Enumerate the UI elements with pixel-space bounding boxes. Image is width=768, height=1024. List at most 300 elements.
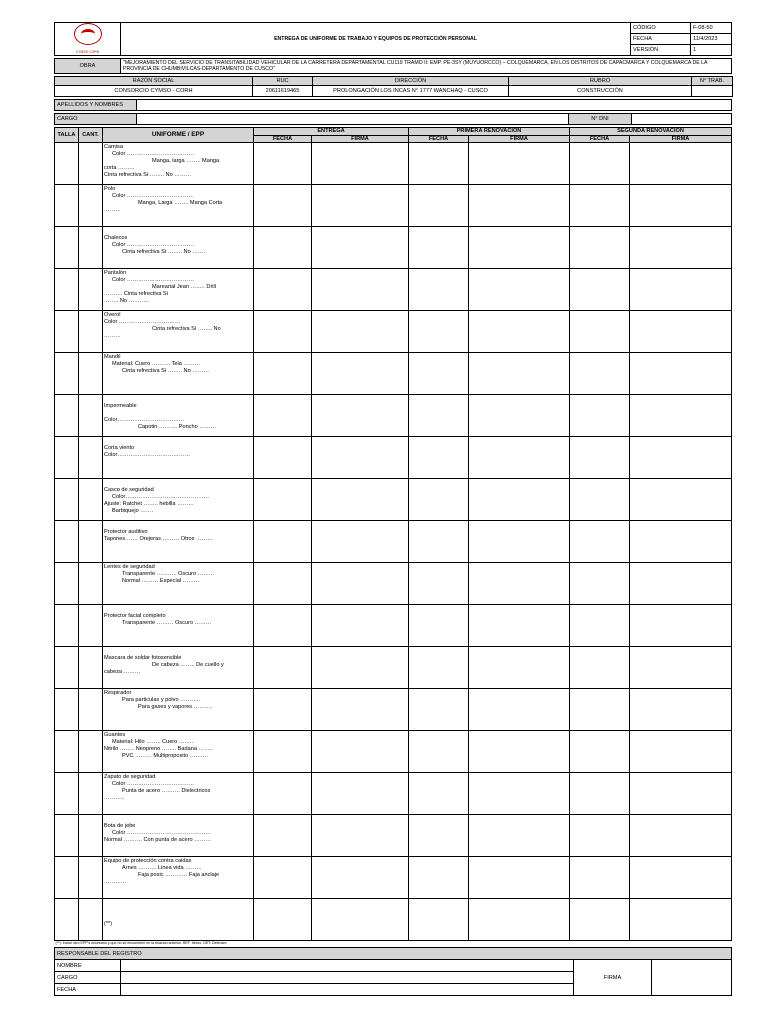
footer-table — [54, 947, 732, 996]
cant-cell[interactable] — [79, 563, 103, 605]
segunda-fecha-cell[interactable] — [570, 269, 630, 311]
segunda-firma-cell[interactable] — [630, 899, 732, 941]
epp-description-line: Color……………………………… — [104, 416, 185, 423]
entrega-fecha-cell[interactable] — [254, 521, 312, 563]
epp-description-line: Equipo de protección contra caidas — [104, 858, 192, 865]
epp-description-line: Tapones …… Orejeras ……… Otros ……… — [104, 535, 213, 542]
epp-description-line: PVC ……… Multiproposito ………. — [122, 752, 209, 759]
form-title: ENTREGA DE UNIFORME DE TRABAJO Y EQUIPOS DE PROTECCIÓN PERSONAL — [121, 23, 631, 56]
epp-row — [55, 227, 732, 269]
epp-description — [103, 395, 254, 437]
cant-cell[interactable] — [79, 143, 103, 185]
epp-description-line: Color ……………………………… — [112, 781, 195, 788]
epp-row — [55, 353, 732, 395]
nombre-label: NOMBRE — [55, 960, 121, 972]
epp-description-line: Color ……………………………… — [112, 241, 195, 248]
segunda-firma-cell[interactable] — [630, 647, 732, 689]
epp-description-line: Para gases y vapores ………. — [138, 703, 212, 710]
primera-firma-cell[interactable] — [469, 269, 570, 311]
epp-description-line: ……… — [104, 206, 121, 213]
entrega-fecha-cell[interactable] — [254, 143, 312, 185]
primera-fecha-cell[interactable] — [409, 773, 469, 815]
talla-cell[interactable] — [55, 395, 79, 437]
entrega-firma-cell[interactable] — [312, 437, 409, 479]
fecha-label: FECHA — [631, 34, 691, 45]
firma-label: FIRMA — [574, 960, 652, 996]
segunda-fecha-cell[interactable] — [570, 731, 630, 773]
company-logo: CYMSO CORH — [55, 23, 121, 56]
talla-cell[interactable] — [55, 353, 79, 395]
entrega-fecha-cell[interactable] — [254, 395, 312, 437]
fecha-footer-label: FECHA — [55, 984, 121, 996]
primera-fecha-cell[interactable] — [409, 521, 469, 563]
primera-fecha-cell[interactable] — [409, 269, 469, 311]
entrega-firma-cell[interactable] — [312, 605, 409, 647]
primera-fecha-cell[interactable] — [409, 227, 469, 269]
segunda-fecha-cell[interactable] — [570, 815, 630, 857]
primera-fecha-cell[interactable] — [409, 857, 469, 899]
cant-cell[interactable] — [79, 521, 103, 563]
epp-description-line: Color ……………………………… — [112, 277, 195, 284]
segunda-firma-cell[interactable] — [630, 731, 732, 773]
epp-description-line: Material: Cuero ………. Tela ……… — [112, 361, 201, 368]
segunda-firma-cell[interactable] — [630, 185, 732, 227]
epp-description-line: ……… — [104, 332, 121, 339]
epp-description-line: Normal ………. Con punta de acero ……… — [104, 836, 211, 843]
dni-label: N° DNI — [569, 114, 632, 125]
entrega-fecha-cell[interactable] — [254, 563, 312, 605]
segunda-firma-cell[interactable] — [630, 857, 732, 899]
version-label: VERSIÓN — [631, 45, 691, 56]
epp-description-line: Arnes ………. Linea vida ……… — [122, 865, 202, 872]
primera-fecha-cell[interactable] — [409, 605, 469, 647]
segunda-firma-cell[interactable] — [630, 773, 732, 815]
items-body — [55, 143, 732, 941]
cant-header: CANT. — [79, 128, 103, 143]
direccion-value[interactable]: PROLONGACIÓN LOS INCAS N° 1777 WANCHAQ - CUSCO — [313, 86, 509, 97]
primera-firma-cell[interactable] — [469, 899, 570, 941]
epp-description-line: Cinta refrectiva Si …….. No — [152, 325, 221, 332]
epp-description-line — [104, 914, 252, 921]
talla-cell[interactable] — [55, 185, 79, 227]
epp-description — [103, 353, 254, 395]
epp-description-line: Para particulas y polvo ……….. — [122, 697, 201, 704]
talla-header: TALLA — [55, 128, 79, 143]
segunda-fecha-cell[interactable] — [570, 437, 630, 479]
rubro-value[interactable]: CONSTRUCCIÓN — [509, 86, 692, 97]
segunda-firma-cell[interactable] — [630, 689, 732, 731]
primera-firma-cell[interactable] — [469, 647, 570, 689]
entrega-fecha-cell[interactable] — [254, 437, 312, 479]
entrega-fecha-cell[interactable] — [254, 647, 312, 689]
primera-firma-cell[interactable] — [469, 815, 570, 857]
segunda-firma-cell[interactable] — [630, 479, 732, 521]
epp-description-line: Material: Hilo …….. Cuero …….. — [112, 739, 194, 746]
talla-cell[interactable] — [55, 521, 79, 563]
segunda-firma-cell[interactable] — [630, 521, 732, 563]
uniforme-header: UNIFORME / EPP — [103, 128, 254, 143]
epp-table — [54, 127, 732, 946]
talla-cell[interactable] — [55, 437, 79, 479]
segunda-fecha-cell[interactable] — [570, 395, 630, 437]
fecha-header: FECHA — [409, 135, 469, 143]
cant-cell[interactable] — [79, 857, 103, 899]
cant-cell[interactable] — [79, 731, 103, 773]
epp-description — [103, 857, 254, 899]
empresa-table — [54, 76, 733, 97]
entrega-fecha-cell[interactable] — [254, 689, 312, 731]
epp-description-line: ………… — [104, 878, 127, 885]
cant-cell[interactable] — [79, 311, 103, 353]
epp-description — [103, 269, 254, 311]
epp-description-line: Zapato de seguridad — [104, 774, 156, 781]
firma-header: FIRMA — [312, 135, 409, 143]
primera-firma-cell[interactable] — [469, 227, 570, 269]
cant-cell[interactable] — [79, 815, 103, 857]
primera-firma-cell[interactable] — [469, 395, 570, 437]
cant-cell[interactable] — [79, 647, 103, 689]
obra-value: "MEJORAMIENTO DEL SERVICIO DE TRANSITABILIDAD VEHICULAR DE LA CARRETERA DEPARTAMENTAL CU119 TRAMO II: EMP. PE-3SY (MUYUORCCO) – COLQUEMARCA, EN LOS DISTRITOS DE CAPACMARCA Y COLQUEMARCA DE LA PROVINCIA DE CHUMBIVILCAS-DEPARTAMENTO DE CUSCO" — [121, 59, 732, 74]
epp-description-line: …….. No ……….. — [104, 297, 149, 304]
entrega-fecha-cell[interactable] — [254, 353, 312, 395]
segunda-fecha-cell[interactable] — [570, 227, 630, 269]
cant-cell[interactable] — [79, 479, 103, 521]
cant-cell[interactable] — [79, 395, 103, 437]
talla-cell[interactable] — [55, 563, 79, 605]
epp-row — [55, 815, 732, 857]
epp-description-line: Manga, Larga …….. Manga Corta — [138, 199, 223, 206]
segunda-fecha-cell[interactable] — [570, 689, 630, 731]
primera-firma-cell[interactable] — [469, 521, 570, 563]
segunda-fecha-cell[interactable] — [570, 143, 630, 185]
entrega-fecha-cell[interactable] — [254, 269, 312, 311]
primera-fecha-cell[interactable] — [409, 437, 469, 479]
epp-description-line: Faja posic ………… Faja anclaje — [138, 871, 220, 878]
epp-description-line: Manga, larga …….. Manga — [152, 157, 220, 164]
entrega-fecha-cell[interactable] — [254, 185, 312, 227]
epp-row — [55, 437, 732, 479]
epp-description-line: ……….. — [104, 794, 124, 801]
epp-description-line: corta ……… — [104, 164, 135, 171]
entrega-fecha-cell[interactable] — [254, 605, 312, 647]
epp-description-line: Mandil — [104, 354, 121, 361]
fecha-value: 11/4/2023 — [691, 34, 732, 45]
epp-description-line: Protector facial completo — [104, 613, 166, 620]
epp-description — [103, 311, 254, 353]
entrega-fecha-cell[interactable] — [254, 857, 312, 899]
primera-fecha-cell[interactable] — [409, 689, 469, 731]
epp-description-line — [104, 816, 252, 823]
entrega-firma-cell[interactable] — [312, 857, 409, 899]
epp-description-line — [104, 438, 252, 445]
cant-cell[interactable] — [79, 437, 103, 479]
razon-social-value[interactable]: CONSORCIO CYMSO - CORH — [55, 86, 253, 97]
version-value: 1 — [691, 45, 732, 56]
primera-firma-cell[interactable] — [469, 857, 570, 899]
firma-header: FIRMA — [630, 135, 732, 143]
fecha-header: FECHA — [570, 135, 630, 143]
epp-description-line: Marearial Jean …….. Drill — [152, 283, 217, 290]
footnote: (**): Incluir otro EPP's necesario y que no se encuentren en la relación anterior. REF: Nnleo, DET: Detenarx — [55, 941, 732, 947]
entrega-fecha-cell[interactable] — [254, 479, 312, 521]
epp-description-line: Color………………………………… — [104, 451, 191, 458]
epp-row — [55, 773, 732, 815]
fecha-footer-field[interactable] — [121, 984, 574, 996]
segunda-firma-cell[interactable] — [630, 269, 732, 311]
epp-row — [55, 269, 732, 311]
entrega-firma-cell[interactable] — [312, 269, 409, 311]
epp-description — [103, 227, 254, 269]
epp-description-line — [104, 648, 252, 655]
epp-row — [55, 647, 732, 689]
epp-row — [55, 605, 732, 647]
epp-description-line: Protector auditivo — [104, 529, 148, 536]
talla-cell[interactable] — [55, 773, 79, 815]
firma-header: FIRMA — [469, 135, 570, 143]
segunda-firma-cell[interactable] — [630, 353, 732, 395]
talla-cell[interactable] — [55, 689, 79, 731]
segunda-firma-cell[interactable] — [630, 437, 732, 479]
segunda-fecha-cell[interactable] — [570, 185, 630, 227]
talla-cell[interactable] — [55, 605, 79, 647]
epp-description-line — [104, 480, 252, 487]
epp-row — [55, 563, 732, 605]
segunda-firma-cell[interactable] — [630, 563, 732, 605]
talla-cell[interactable] — [55, 311, 79, 353]
cargo-label: CARGO — [55, 114, 137, 125]
cant-cell[interactable] — [79, 269, 103, 311]
epp-row — [55, 899, 732, 941]
primera-fecha-cell[interactable] — [409, 563, 469, 605]
entrega-firma-cell[interactable] — [312, 689, 409, 731]
talla-cell[interactable] — [55, 647, 79, 689]
primera-fecha-cell[interactable] — [409, 731, 469, 773]
epp-description — [103, 647, 254, 689]
entrega-firma-cell[interactable] — [312, 185, 409, 227]
epp-description — [103, 815, 254, 857]
segunda-fecha-cell[interactable] — [570, 311, 630, 353]
epp-description-line: Barbiquejo ……. — [112, 507, 154, 514]
talla-cell[interactable] — [55, 815, 79, 857]
segunda-renovacion-header: SEGUNDA RENOVACIÓN — [570, 128, 732, 136]
epp-description-line: Cinta refrectiva Si …….. No ……… — [122, 367, 210, 374]
cargo-footer-field[interactable] — [121, 972, 574, 984]
talla-cell[interactable] — [55, 857, 79, 899]
primera-fecha-cell[interactable] — [409, 479, 469, 521]
epp-description-line: Corta viento — [104, 445, 135, 452]
dni-field[interactable] — [632, 114, 732, 125]
entrega-fecha-cell[interactable] — [254, 731, 312, 773]
form-sheet — [54, 22, 732, 996]
epp-description-line — [104, 900, 252, 907]
entrega-firma-cell[interactable] — [312, 899, 409, 941]
entrega-firma-cell[interactable] — [312, 563, 409, 605]
talla-cell[interactable] — [55, 899, 79, 941]
entrega-firma-cell[interactable] — [312, 647, 409, 689]
segunda-fecha-cell[interactable] — [570, 605, 630, 647]
epp-row — [55, 479, 732, 521]
primera-firma-cell[interactable] — [469, 437, 570, 479]
epp-description-line: Transparente ……….. Oscuro ……… — [122, 571, 215, 578]
entrega-firma-cell[interactable] — [312, 311, 409, 353]
epp-description-line: Normal ……… Especial ……… — [122, 577, 200, 584]
talla-cell[interactable] — [55, 731, 79, 773]
entrega-firma-cell[interactable] — [312, 395, 409, 437]
primera-firma-cell[interactable] — [469, 605, 570, 647]
talla-cell[interactable] — [55, 227, 79, 269]
primera-firma-cell[interactable] — [469, 563, 570, 605]
codigo-value: F-08-50 — [691, 23, 732, 34]
entrega-firma-cell[interactable] — [312, 815, 409, 857]
segunda-fecha-cell[interactable] — [570, 353, 630, 395]
epp-description-line: cabeza ……… — [104, 668, 141, 675]
epp-description — [103, 437, 254, 479]
entrega-fecha-cell[interactable] — [254, 311, 312, 353]
epp-description — [103, 185, 254, 227]
primera-firma-cell[interactable] — [469, 353, 570, 395]
entrega-firma-cell[interactable] — [312, 143, 409, 185]
primera-firma-cell[interactable] — [469, 773, 570, 815]
epp-description-line: (**) — [104, 920, 113, 927]
cant-cell[interactable] — [79, 605, 103, 647]
entrega-fecha-cell[interactable] — [254, 815, 312, 857]
segunda-firma-cell[interactable] — [630, 395, 732, 437]
epp-description-line: Chalecos — [104, 235, 128, 242]
primera-renovacion-header: PRIMERA RENOVACIÓN — [409, 128, 570, 136]
nombres-field[interactable] — [137, 100, 732, 111]
epp-description-line: Bota de jebe — [104, 823, 136, 830]
epp-description-line: Mascara de soldar fotosensible — [104, 655, 182, 662]
epp-description-line: Color ……………………………… — [112, 151, 195, 158]
header-table — [54, 22, 732, 56]
epp-description — [103, 689, 254, 731]
trab-value[interactable] — [692, 86, 733, 97]
segunda-fecha-cell[interactable] — [570, 899, 630, 941]
razon-social-header: RAZÓN SOCIAL — [55, 77, 253, 86]
cant-cell[interactable] — [79, 185, 103, 227]
epp-description-line: Ajuste: Ratchet …….. hebilla ……… — [104, 500, 194, 507]
epp-description-line — [104, 522, 252, 529]
entrega-firma-cell[interactable] — [312, 521, 409, 563]
talla-cell[interactable] — [55, 479, 79, 521]
primera-firma-cell[interactable] — [469, 731, 570, 773]
primera-fecha-cell[interactable] — [409, 647, 469, 689]
primera-fecha-cell[interactable] — [409, 899, 469, 941]
cant-cell[interactable] — [79, 227, 103, 269]
segunda-firma-cell[interactable] — [630, 227, 732, 269]
talla-cell[interactable] — [55, 143, 79, 185]
epp-description-line — [104, 410, 252, 417]
cargo-footer-label: CARGO — [55, 972, 121, 984]
epp-row — [55, 185, 732, 227]
codigo-label: CÓDIGO — [631, 23, 691, 34]
entrega-firma-cell[interactable] — [312, 773, 409, 815]
primera-fecha-cell[interactable] — [409, 143, 469, 185]
epp-description — [103, 479, 254, 521]
segunda-firma-cell[interactable] — [630, 143, 732, 185]
entrega-header: ENTREGA — [254, 128, 409, 136]
segunda-firma-cell[interactable] — [630, 815, 732, 857]
ruc-value[interactable]: 20611619465 — [253, 86, 313, 97]
nombre-field[interactable] — [121, 960, 574, 972]
entrega-firma-cell[interactable] — [312, 227, 409, 269]
talla-cell[interactable] — [55, 269, 79, 311]
epp-description-line — [104, 396, 252, 403]
epp-description-line: Color …………………………… — [104, 319, 181, 326]
entrega-firma-cell[interactable] — [312, 353, 409, 395]
entrega-fecha-cell[interactable] — [254, 773, 312, 815]
obra-table — [54, 58, 732, 74]
cant-cell[interactable] — [79, 689, 103, 731]
segunda-fecha-cell[interactable] — [570, 857, 630, 899]
primera-fecha-cell[interactable] — [409, 311, 469, 353]
epp-description — [103, 899, 254, 941]
epp-description-line: Capotin ………. Poncho ……… — [138, 423, 217, 430]
epp-description — [103, 605, 254, 647]
entrega-firma-cell[interactable] — [312, 731, 409, 773]
epp-description-line: Lentes de seguridad — [104, 564, 155, 571]
ruc-header: RUC — [253, 77, 313, 86]
entrega-fecha-cell[interactable] — [254, 899, 312, 941]
epp-row — [55, 731, 732, 773]
primera-fecha-cell[interactable] — [409, 395, 469, 437]
segunda-fecha-cell[interactable] — [570, 521, 630, 563]
epp-row — [55, 857, 732, 899]
primera-firma-cell[interactable] — [469, 689, 570, 731]
epp-description — [103, 521, 254, 563]
primera-fecha-cell[interactable] — [409, 815, 469, 857]
primera-firma-cell[interactable] — [469, 311, 570, 353]
segunda-firma-cell[interactable] — [630, 605, 732, 647]
epp-description — [103, 143, 254, 185]
direccion-header: DIRECCIÓN — [313, 77, 509, 86]
primera-firma-cell[interactable] — [469, 143, 570, 185]
epp-description-line: Guantes — [104, 732, 126, 739]
entrega-fecha-cell[interactable] — [254, 227, 312, 269]
segunda-fecha-cell[interactable] — [570, 563, 630, 605]
epp-description-line — [104, 228, 252, 235]
cant-cell[interactable] — [79, 773, 103, 815]
epp-row — [55, 689, 732, 731]
epp-row — [55, 395, 732, 437]
epp-description-line — [104, 606, 252, 613]
epp-description-line: Nitrilo …….. Neopreno …….. Badana …….. — [104, 745, 213, 752]
primera-firma-cell[interactable] — [469, 185, 570, 227]
entrega-firma-cell[interactable] — [312, 479, 409, 521]
segunda-fecha-cell[interactable] — [570, 479, 630, 521]
segunda-firma-cell[interactable] — [630, 311, 732, 353]
cant-cell[interactable] — [79, 899, 103, 941]
epp-description-line: Punta de acero ………. Dielectricos — [122, 787, 211, 794]
segunda-fecha-cell[interactable] — [570, 773, 630, 815]
responsable-header: RESPONSABLE DEL REGISTRO — [55, 948, 732, 960]
firma-field[interactable] — [652, 960, 732, 996]
segunda-fecha-cell[interactable] — [570, 647, 630, 689]
cant-cell[interactable] — [79, 353, 103, 395]
cargo-field[interactable] — [137, 114, 569, 125]
epp-row — [55, 143, 732, 185]
primera-fecha-cell[interactable] — [409, 353, 469, 395]
epp-description-line: Respirador — [104, 690, 132, 697]
trab-header: N° TRAB. — [692, 77, 733, 86]
logo-icon — [74, 23, 102, 45]
epp-description-line: Cinta refrectiva Si …….. No ……… — [104, 171, 192, 178]
epp-description-line: Color……………………………………… — [112, 493, 210, 500]
epp-description-line: Casco de seguridad — [104, 487, 154, 494]
obra-label: OBRA — [55, 59, 121, 74]
primera-firma-cell[interactable] — [469, 479, 570, 521]
primera-fecha-cell[interactable] — [409, 185, 469, 227]
